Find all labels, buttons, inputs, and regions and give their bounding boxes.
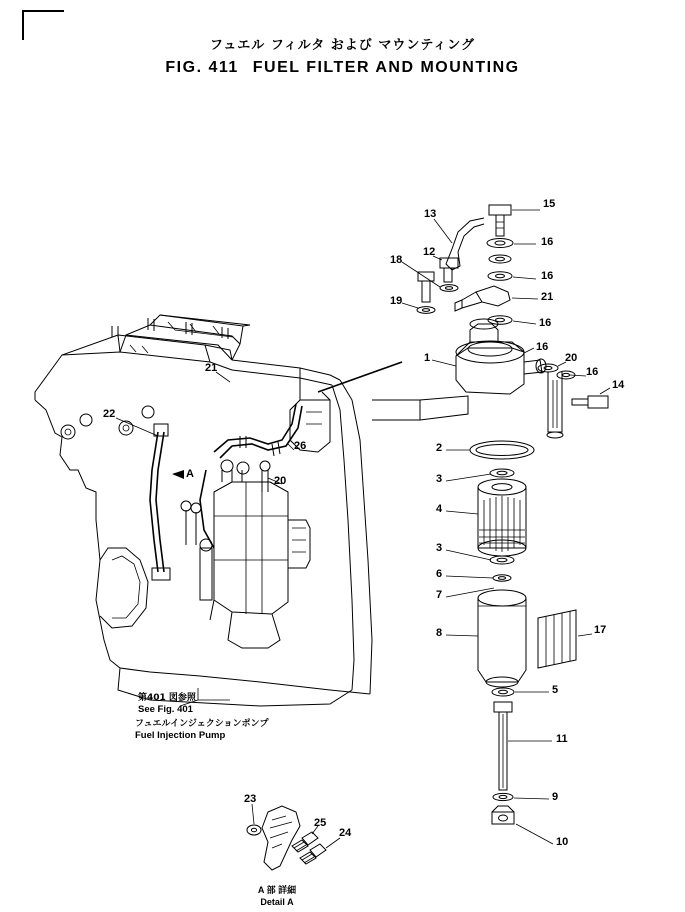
callout-26: 26: [294, 440, 307, 452]
callout-1: 1: [424, 352, 431, 364]
callout-3-a: 3: [436, 473, 443, 485]
callout-3-b: 3: [436, 542, 443, 554]
fuel-injection-pump-note-english: Fuel Injection Pump: [135, 730, 226, 742]
detail-a-illustration: [247, 806, 326, 870]
callout-6: 6: [436, 568, 443, 580]
callout-7: 7: [436, 589, 443, 601]
callout-21-b: 21: [205, 362, 218, 374]
section-arrow-a-label: A: [186, 468, 194, 480]
callout-8: 8: [436, 627, 443, 639]
callout-16-e: 16: [586, 366, 599, 378]
callout-18: 18: [390, 254, 403, 266]
callout-16-d: 16: [536, 341, 549, 353]
fuel-injection-pump-note-japanese: フュエルインジェクションポンプ: [135, 719, 269, 729]
callout-20: 20: [565, 352, 578, 364]
callout-17: 17: [594, 624, 607, 636]
callout-24: 24: [339, 827, 352, 839]
engine-assembly-illustration: [35, 315, 468, 706]
see-figure-note-english: See Fig. 401: [138, 704, 193, 716]
callout-16-a: 16: [541, 236, 554, 248]
callout-21: 21: [541, 291, 554, 303]
callout-5: 5: [552, 684, 559, 696]
see-figure-note: [138, 692, 196, 717]
callout-19: 19: [390, 295, 403, 307]
figure-number: FIG. 411: [165, 59, 239, 76]
callout-leader-lines: [116, 210, 610, 848]
callout-10: 10: [556, 836, 569, 848]
callout-20-b: 20: [274, 475, 287, 487]
callout-9: 9: [552, 791, 559, 803]
callout-12: 12: [423, 246, 436, 258]
callout-23: 23: [244, 793, 257, 805]
callout-11: 11: [556, 733, 568, 745]
figure-title-text: FUEL FILTER AND MOUNTING: [252, 59, 520, 76]
see-figure-note-japanese: 第401 図参照: [138, 693, 196, 703]
callout-25: 25: [314, 817, 327, 829]
detail-a-caption-english: Detail A: [260, 896, 294, 907]
callout-22: 22: [103, 408, 116, 420]
callout-13: 13: [424, 208, 437, 220]
detail-a-caption: [232, 885, 322, 908]
callout-16-b: 16: [541, 270, 554, 282]
callout-15: 15: [543, 198, 556, 210]
callout-14: 14: [612, 379, 625, 391]
callout-4: 4: [436, 503, 443, 515]
figure-title-japanese: フュエル フィルタ および マウンティング: [209, 38, 476, 53]
fuel-injection-pump-note: [135, 718, 269, 743]
callout-16-c: 16: [539, 317, 552, 329]
detail-a-caption-japanese: A 部 詳細: [257, 885, 297, 895]
callout-2: 2: [436, 442, 443, 454]
